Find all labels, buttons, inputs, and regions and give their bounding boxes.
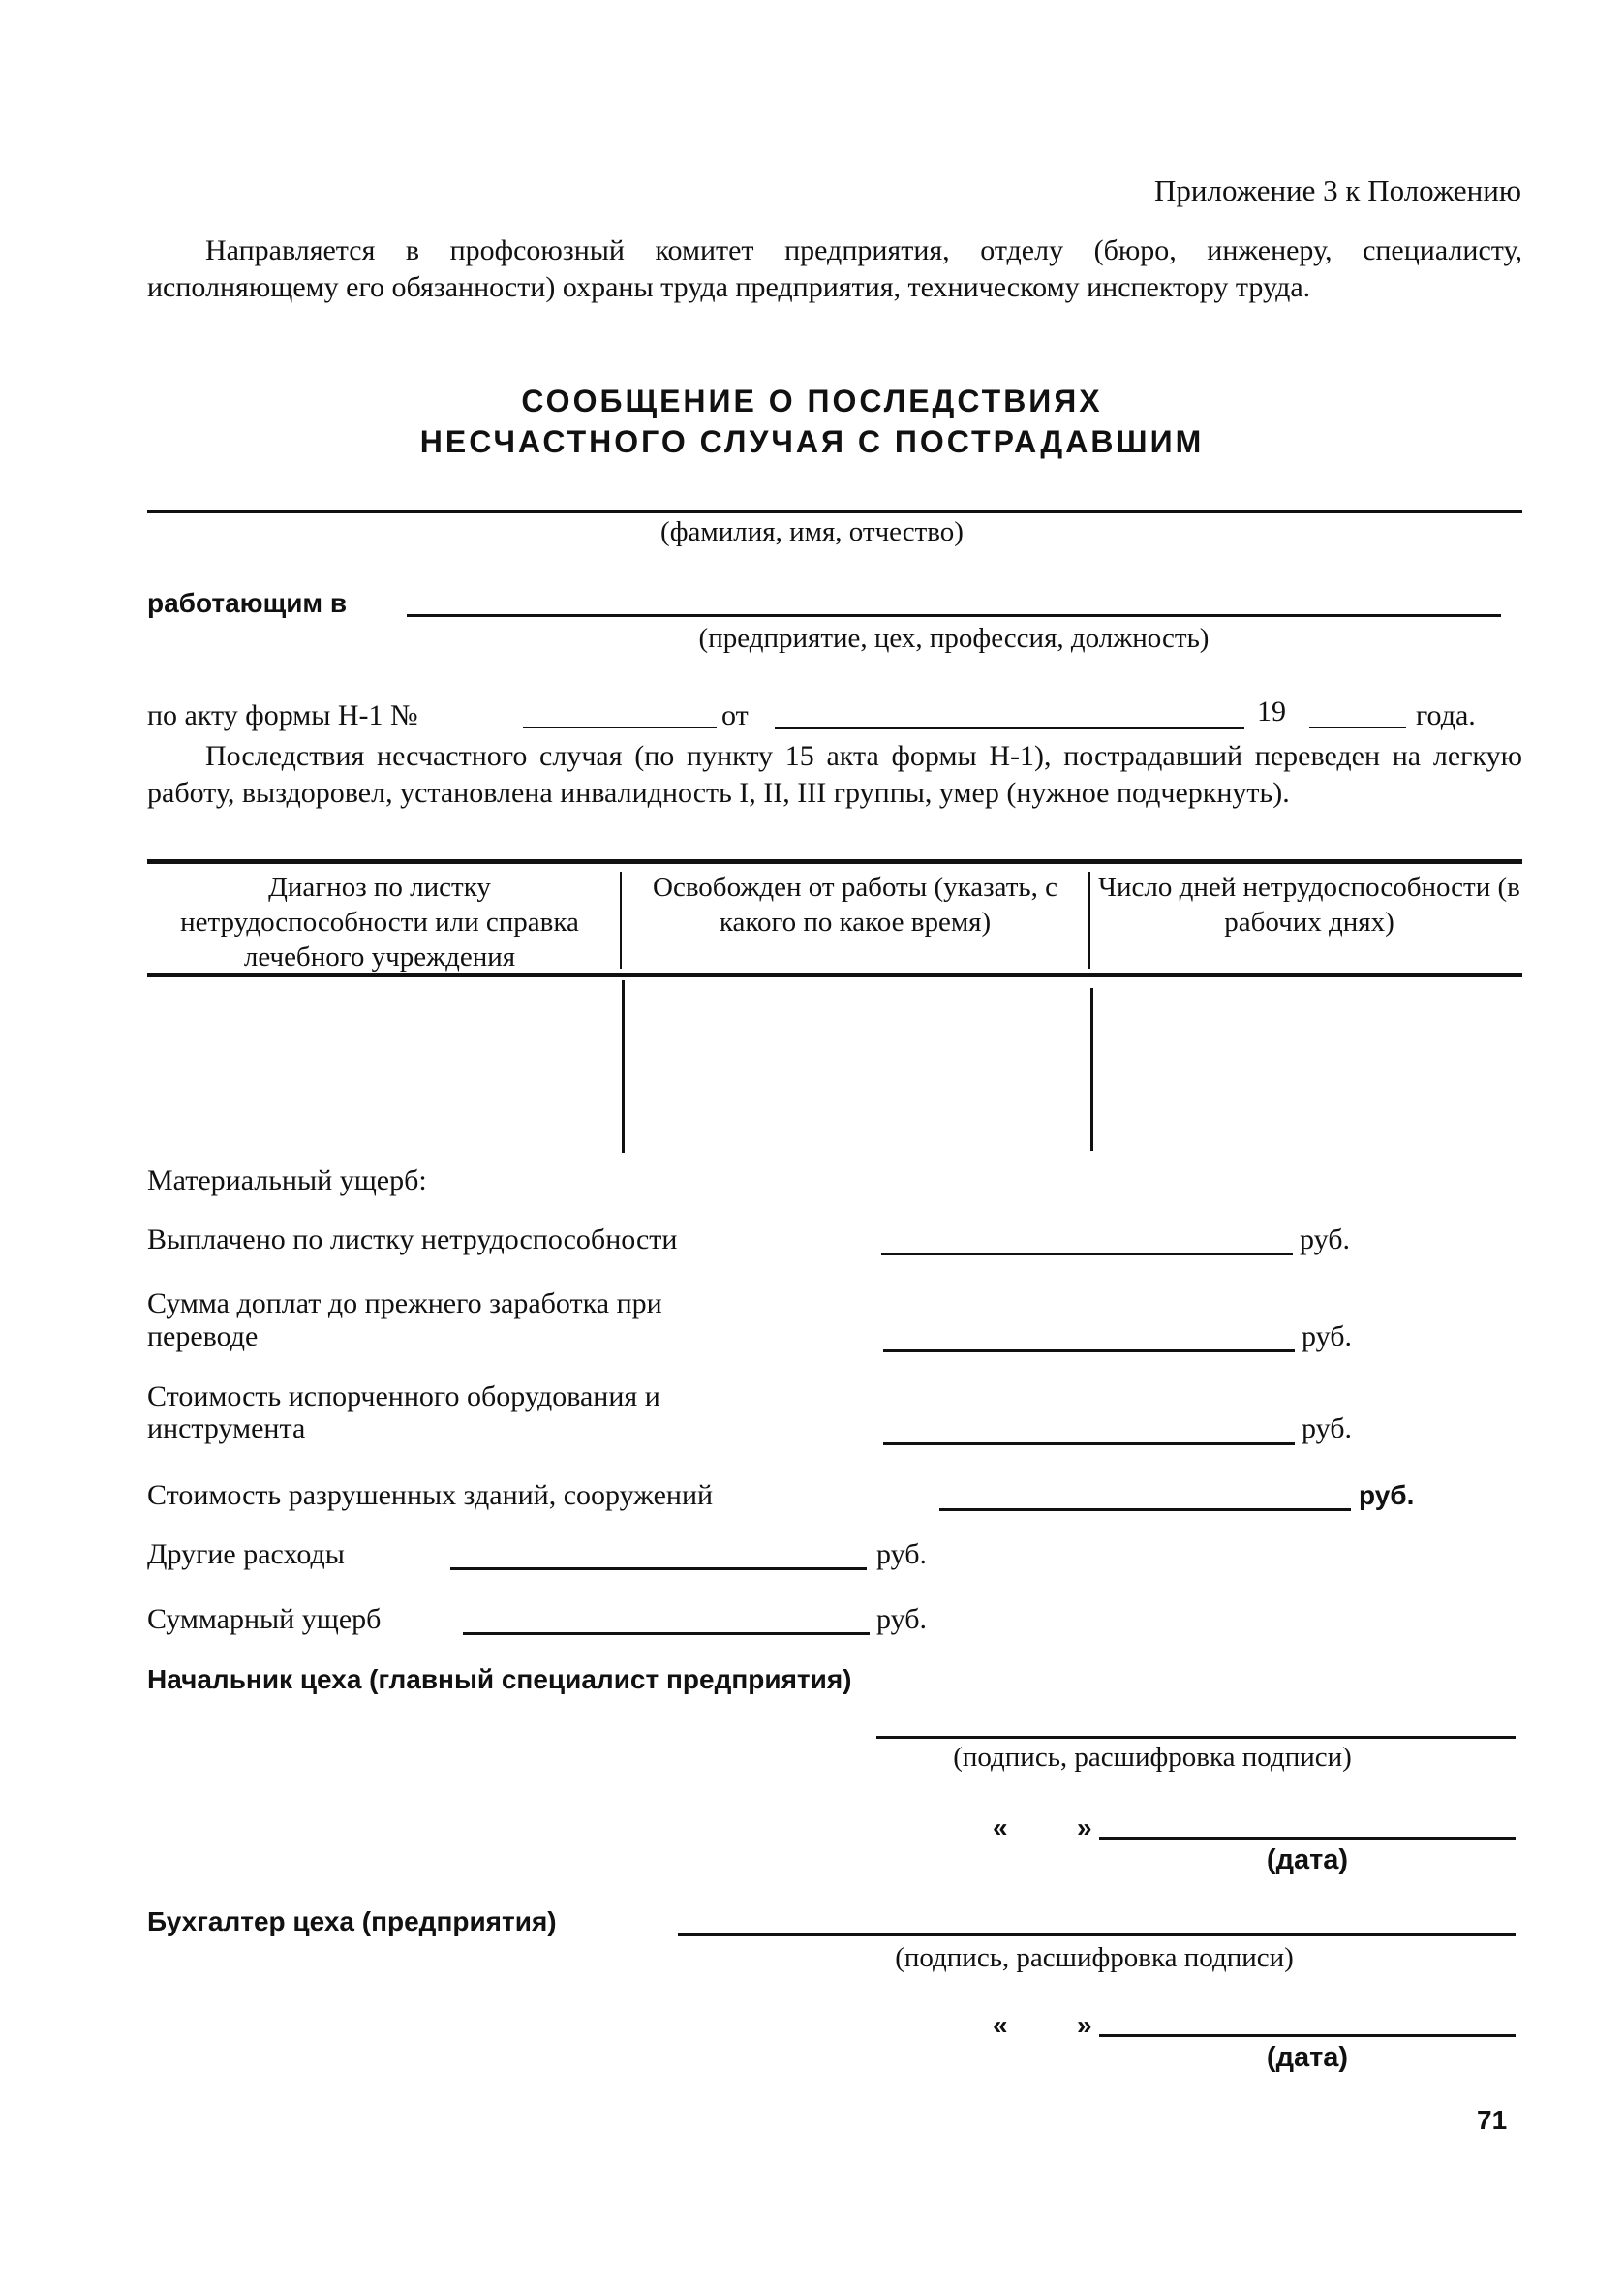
- quote-open: «: [993, 1812, 1008, 1842]
- date-caption: (дата): [1266, 1844, 1349, 1875]
- table-header-diagnosis: Диагноз по листку нетрудоспособности или справка лечебного учреждения: [180, 872, 579, 973]
- damage-title: Материальный ущерб:: [147, 1164, 427, 1196]
- chief-label: Начальник цеха (главный специалист предприятия): [147, 1664, 852, 1694]
- appendix-note: Приложение 3 к Положению: [1154, 173, 1521, 207]
- signature-caption: (подпись, расшифровка подписи): [953, 1742, 1352, 1773]
- currency-label: руб.: [1359, 1480, 1415, 1510]
- table-header-border: [147, 973, 1522, 977]
- chief-date-field[interactable]: [1099, 1837, 1516, 1840]
- table-header-days: Число дней нетрудоспособности (в рабочих днях): [1098, 872, 1520, 938]
- total-field[interactable]: [463, 1632, 870, 1635]
- surcharge-field[interactable]: [883, 1349, 1295, 1352]
- currency-label: руб.: [876, 1603, 927, 1635]
- quote-close: »: [1077, 2010, 1092, 2040]
- act-date-field[interactable]: [775, 727, 1244, 729]
- other-field[interactable]: [450, 1567, 867, 1570]
- chief-signature-field[interactable]: [876, 1736, 1516, 1739]
- table-header-divider: [620, 872, 622, 969]
- accountant-date-field[interactable]: [1099, 2034, 1516, 2037]
- act-year-prefix: 19: [1257, 696, 1286, 727]
- page-number: 71: [1477, 2105, 1508, 2135]
- act-number-field[interactable]: [523, 727, 717, 728]
- damage-label-other: Другие расходы: [147, 1538, 345, 1570]
- damage-label-sick-pay: Выплачено по листку нетрудоспособности: [147, 1223, 678, 1255]
- title-line-2: НЕСЧАСТНОГО СЛУЧАЯ С ПОСТРАДАВШИМ: [419, 424, 1205, 459]
- table-column-divider: [622, 980, 625, 1153]
- table-header-divider: [1088, 872, 1090, 969]
- consequences-paragraph: Последствия несчастного случая (по пункту 15 акта формы Н-1), пострадавший переведен на легкую работу, выздоровел, установлена инвалидность I, II, III группы, умер (нужное подчеркнуть).: [147, 740, 1522, 809]
- accountant-label: Бухгалтер цеха (предприятия): [147, 1906, 557, 1936]
- act-year-field[interactable]: [1309, 727, 1406, 728]
- act-suffix: года.: [1416, 699, 1476, 731]
- table-column-divider: [1090, 988, 1093, 1151]
- act-prefix: по акту формы Н-1 №: [147, 699, 418, 731]
- intro-paragraph: Направляется в профсоюзный комитет предприятия, отделу (бюро, инженеру, специалисту, исполняющему его обязанности) охраны труда предприятия, техническому инспектору труда.: [147, 234, 1522, 303]
- currency-label: руб.: [1302, 1412, 1352, 1444]
- sick-pay-field[interactable]: [881, 1253, 1293, 1255]
- damage-label-equipment: Стоимость испорченного оборудования и: [147, 1380, 660, 1412]
- quote-open: «: [993, 2010, 1008, 2040]
- title-line-1: СООБЩЕНИЕ О ПОСЛЕДСТВИЯХ: [521, 384, 1103, 418]
- equipment-field[interactable]: [883, 1442, 1295, 1445]
- currency-label: руб.: [1302, 1320, 1352, 1352]
- damage-label-surcharge: Сумма доплат до прежнего заработка при: [147, 1287, 662, 1319]
- currency-label: руб.: [876, 1538, 927, 1570]
- quote-close: »: [1077, 1812, 1092, 1842]
- damage-label-total: Суммарный ущерб: [147, 1603, 382, 1635]
- damage-label-equipment-2: инструмента: [147, 1412, 306, 1444]
- accountant-signature-field[interactable]: [678, 1933, 1516, 1936]
- damage-label-surcharge-2: переводе: [147, 1320, 259, 1352]
- damage-label-buildings: Стоимость разрушенных зданий, сооружений: [147, 1479, 714, 1511]
- date-caption: (дата): [1266, 2042, 1349, 2073]
- buildings-field[interactable]: [939, 1508, 1351, 1511]
- table-top-border: [147, 859, 1522, 864]
- working-label: работающим в: [147, 588, 348, 618]
- table-header-released: Освобожден от работы (указать, с какого по какое время): [653, 872, 1057, 938]
- currency-label: руб.: [1300, 1223, 1350, 1255]
- signature-caption: (подпись, расшифровка подписи): [895, 1942, 1294, 1973]
- workplace-caption: (предприятие, цех, профессия, должность): [698, 623, 1210, 654]
- name-caption: (фамилия, имя, отчество): [660, 516, 964, 547]
- act-from: от: [721, 699, 749, 731]
- workplace-field-line[interactable]: [407, 614, 1501, 617]
- name-field-line[interactable]: [147, 510, 1522, 513]
